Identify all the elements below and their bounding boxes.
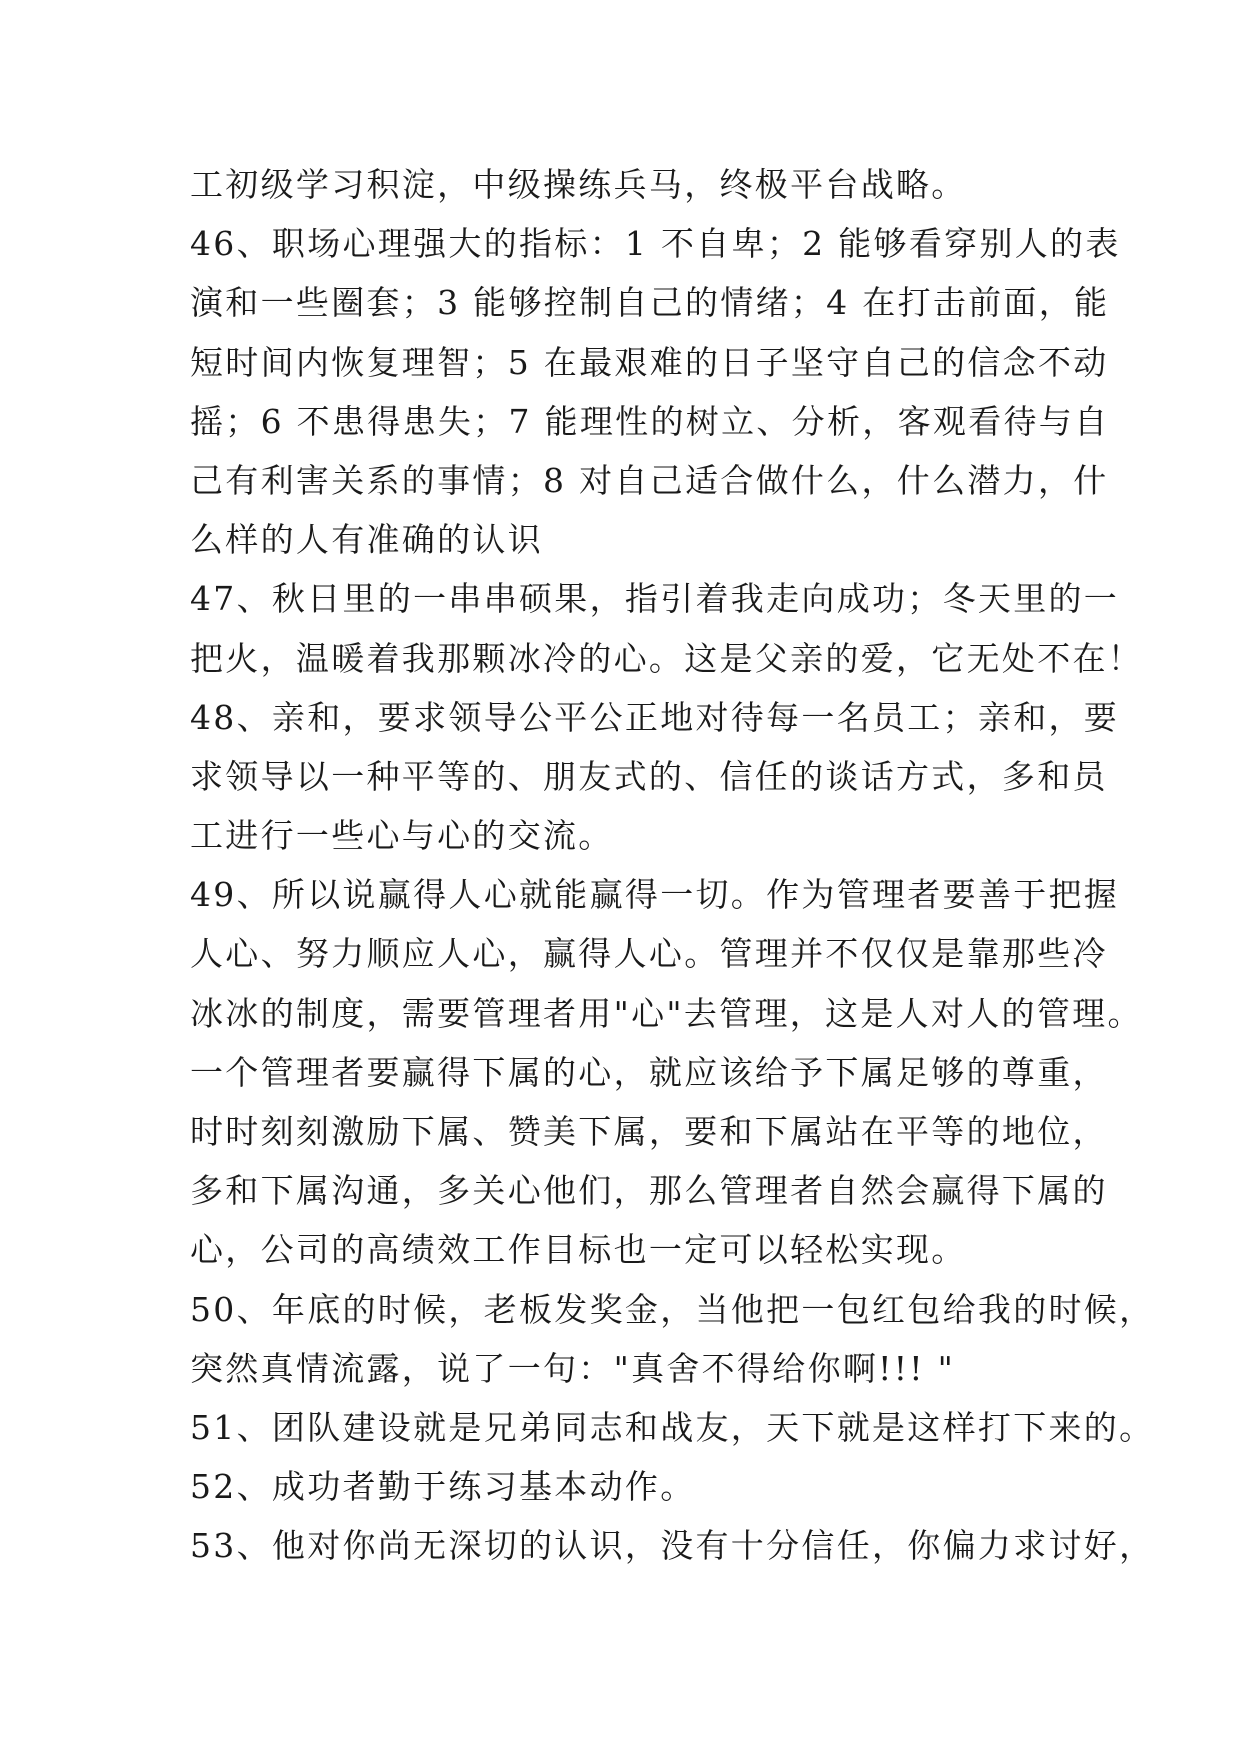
text-line: 时时刻刻激励下属、赞美下属，要和下属站在平等的地位， [190,1112,1108,1151]
text-line: 摇；6 不患得患失；7 能理性的树立、分析，客观看待与自 [190,401,1110,441]
text-line: 求领导以一种平等的、朋友式的、信任的谈话方式，多和员 [190,756,1108,796]
text-line: 己有利害关系的事情；8 对自己适合做什么，什么潜力，什 [190,460,1109,500]
text-line: 53、他对你尚无深切的认识，没有十分信任，你偏力求讨好， [190,1526,1155,1566]
text-line: 48、亲和，要求领导公平公正地对待每一名员工；亲和，要 [190,697,1120,737]
text-line: 冰冰的制度，需要管理者用"心"去管理，这是人对人的管理。 [190,993,1143,1033]
text-line: 突然真情流露，说了一句："真舍不得给你啊!!! " [190,1348,956,1388]
text-line: 50、年底的时候，老板发奖金，当他把一包红包给我的时候， [190,1289,1155,1329]
text-line: 工初级学习积淀，中级操练兵马，终极平台战略。 [190,165,967,204]
text-line: 心，公司的高绩效工作目标也一定可以轻松实现。 [190,1230,967,1270]
document-body [190,155,1155,1576]
text-line: 多和下属沟通，多关心他们，那么管理者自然会赢得下属的 [190,1171,1108,1211]
text-line: 46、职场心理强大的指标：1 不自卑；2 能够看穿别人的表 [190,224,1121,264]
text-line: 人心、努力顺应人心，赢得人心。管理并不仅仅是靠那些冷 [190,934,1108,974]
text-line: 47、秋日里的一串串硕果，指引着我走向成功；冬天里的一 [190,579,1120,619]
text-line: 把火，温暖着我那颗冰冷的心。这是父亲的爱，它无处不在！ [190,638,1144,678]
text-line: 52、成功者勤于练习基本动作。 [190,1467,696,1507]
text-line: 49、所以说赢得人心就能赢得一切。作为管理者要善于把握 [190,875,1120,915]
text-line: 工进行一些心与心的交流。 [190,816,614,856]
text-line: 51、团队建设就是兄弟同志和战友，天下就是这样打下来的。 [190,1407,1155,1447]
text-line: 一个管理者要赢得下属的心，就应该给予下属足够的尊重， [190,1052,1108,1092]
text-line: 演和一些圈套；3 能够控制自己的情绪；4 在打击前面，能 [190,283,1110,323]
text-line: 短时间内恢复理智；5 在最艰难的日子坚守自己的信念不动 [190,342,1109,382]
text-line: 么样的人有准确的认识 [190,520,543,560]
